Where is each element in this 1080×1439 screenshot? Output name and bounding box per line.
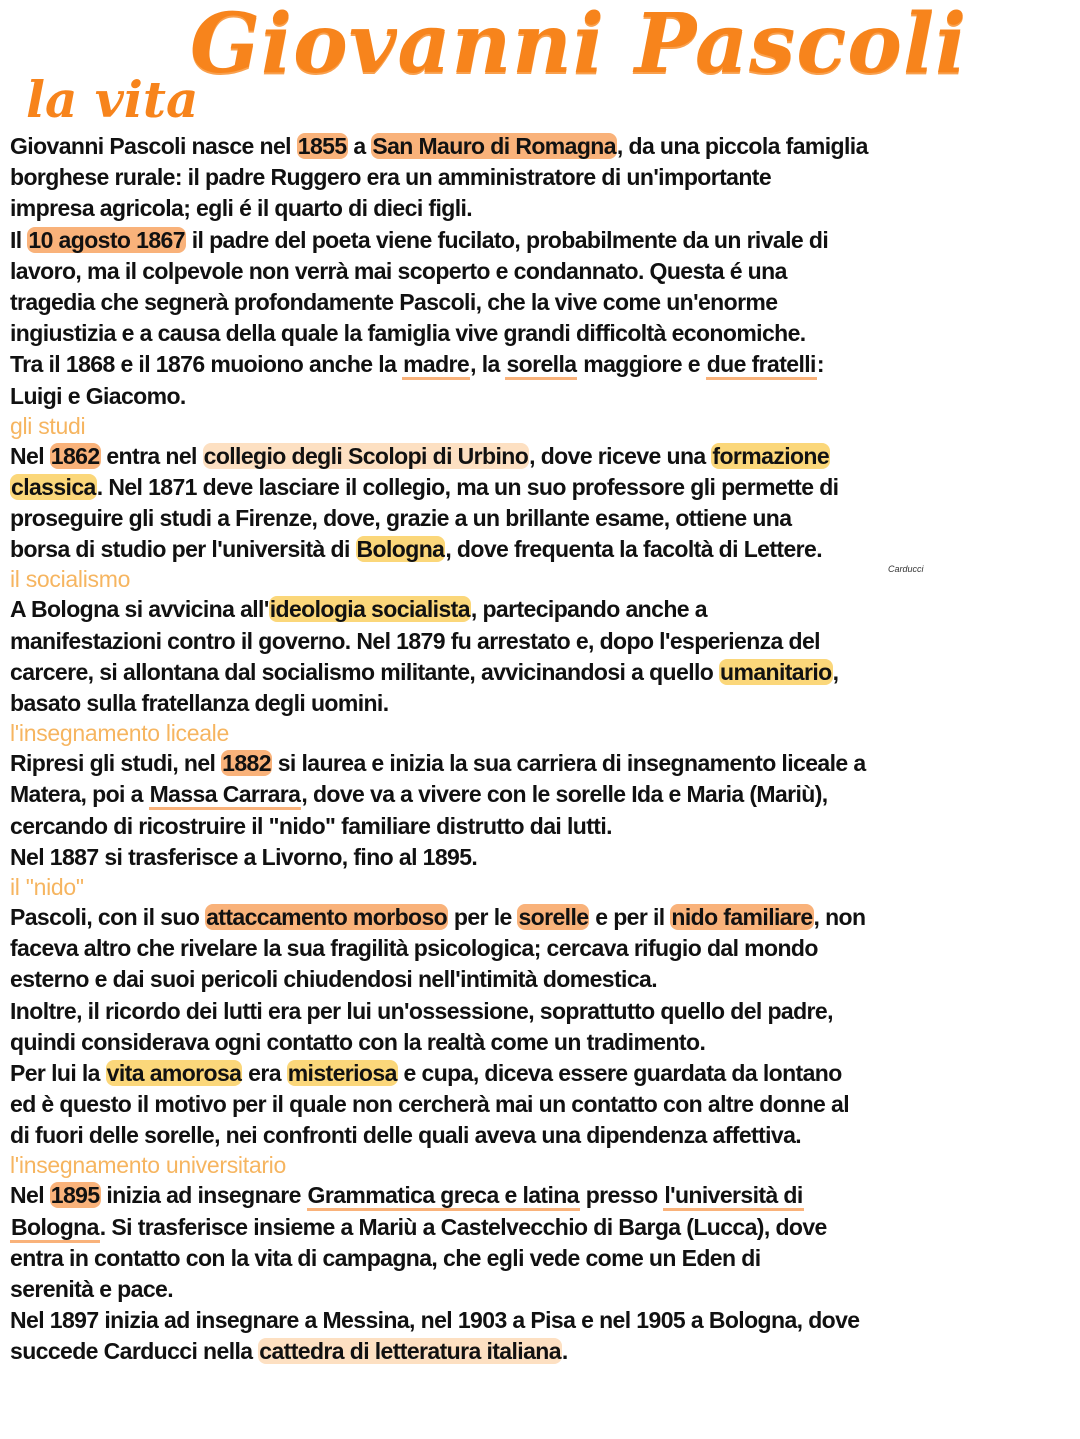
text: faceva altro che rivelare la sua fragilità psicologica; cercava rifugio dal mondo [10,935,818,962]
text-line [10,225,1078,256]
highlighted-text: 1882 [222,750,271,777]
text: : [816,351,824,378]
text: entra nel [100,442,203,469]
text: borsa di studio per l'università di [10,536,356,563]
highlighted-text: collegio degli Scolopi di Urbino [203,442,529,469]
text-line [10,1274,1078,1305]
text: Per lui la [10,1059,106,1086]
text: inizia ad insegnare [100,1182,307,1209]
text-line [10,1243,1078,1274]
highlighted-text: misteriosa [287,1059,397,1086]
text-line [10,688,1078,719]
section-heading: gli studi [10,412,86,439]
text: Tra il 1868 e il 1876 muoiono anche la [10,351,403,378]
text: serenità e pace. [10,1276,174,1302]
text-line [10,657,1078,688]
text: tragedia che segnerà profondamente Pascoli, che la vive come un'enorme [10,288,778,315]
text: , la [470,351,506,378]
text-line [10,441,1078,472]
text-line [10,933,1078,964]
notes-body [10,131,1078,1368]
text: lavoro, ma il colpevole non verrà mai scoperto e condannato. Questa é una [10,257,787,284]
text: Giovanni Pascoli nasce nel [10,133,297,159]
highlighted-text: 1862 [50,442,100,469]
section-title-la-vita: la vita [26,70,199,129]
text: , dove riceve una [529,442,712,469]
highlighted-text: attaccamento morboso [206,903,448,930]
text: , [832,658,839,685]
text-line [10,902,1078,933]
highlighted-text: 10 agosto 1867 [28,226,185,253]
text: di fuori delle sorelle, nei confronti delle quali aveva una dipendenza affettiva. [10,1122,802,1149]
text-line [10,349,1078,380]
text-line [10,131,1078,162]
highlighted-text: umanitario [720,658,832,685]
text: ed è questo il motivo per il quale non cercherà mai un contatto con altre donne al [10,1091,850,1118]
text: e per il [589,903,671,930]
highlighted-text: San Mauro di Romagna [372,133,616,159]
text: Il [10,226,28,253]
highlighted-text: Bologna [356,536,445,563]
text: maggiore e [577,351,706,378]
section-heading: il "nido" [10,873,84,900]
text-line [10,964,1078,995]
text: era [242,1059,287,1086]
text: . [561,1338,568,1365]
text: Matera, poi a [10,781,149,808]
text-line [10,381,1078,412]
section-heading: l'insegnamento liceale [10,720,229,747]
text: Ripresi gli studi, nel [10,750,222,777]
text-line [10,503,1078,534]
section [10,565,1078,719]
underlined-text: due fratelli [706,351,817,380]
highlighted-text: formazione [712,442,830,469]
underlined-text: Grammatica greca e latina [307,1182,580,1211]
section [10,719,1078,873]
highlighted-text: 1895 [50,1182,100,1209]
text-line [10,534,1078,565]
text-line [10,1180,1078,1211]
text-line [10,287,1078,318]
text: presso [579,1182,664,1209]
text: esterno e dai suoi pericoli chiudendosi nell'intimità domestica. [10,966,657,993]
underlined-text: madre [402,351,470,380]
text-line [10,256,1078,287]
underlined-text: sorella [505,351,577,380]
text: Luigi e Giacomo. [10,382,186,409]
text-line [10,1027,1078,1058]
text-line [10,626,1078,657]
text: si laurea e inizia la sua carriera di insegnamento liceale a [271,750,866,777]
text: A Bologna si avvicina all' [10,596,269,623]
text: Inoltre, il ricordo dei lutti era per lui un'ossessione, soprattutto quello del padre, [10,997,833,1024]
text: Nel 1897 inizia ad insegnare a Messina, nel 1903 a Pisa e nel 1905 a Bologna, dove [10,1307,860,1334]
text-line [10,193,1078,224]
underlined-text: Bologna [10,1214,100,1243]
text-line [10,1212,1078,1243]
text: , dove va a vivere con le sorelle Ida e Maria (Mariù), [301,781,828,808]
highlighted-text: sorelle [518,903,589,930]
text-line [10,1336,1078,1367]
text: Pascoli, con il suo [10,903,206,930]
text: borghese rurale: il padre Ruggero era un amministratore di un'importante [10,164,772,191]
text-line [10,779,1078,810]
text: cercando di ricostruire il "nido" familiare distrutto dai lutti. [10,812,612,839]
text-line [10,162,1078,193]
text: Nel [10,1182,50,1209]
text-line [10,594,1078,625]
highlighted-text: ideologia socialista [269,596,470,623]
text-line [10,318,1078,349]
text-line [10,1120,1078,1151]
section [10,1151,1078,1367]
margin-note: Carducci [888,564,924,574]
text-line [10,472,1078,503]
text: , non [813,903,866,930]
section-heading: l'insegnamento universitario [10,1152,286,1179]
text: , dove frequenta la facoltà di Lettere. [445,536,822,563]
text: Nel 1887 si trasferisce a Livorno, fino al 1895. [10,843,478,870]
text: . Si trasferisce insieme a Mariù a Castelvecchio di Barga (Lucca), dove [99,1213,827,1240]
highlighted-text: 1855 [297,133,347,159]
text: il padre del poeta viene fucilato, probabilmente da un rivale di [185,226,829,253]
highlighted-text: vita amorosa [106,1059,242,1086]
section [10,131,1078,412]
text: manifestazioni contro il governo. Nel 1879 fu arrestato e, dopo l'esperienza del [10,627,820,654]
text: per le [448,903,518,930]
text-line [10,1089,1078,1120]
highlighted-text: cattedra di letteratura italiana [259,1338,561,1365]
text-line [10,748,1078,779]
text: entra in contatto con la vita di campagna, che egli vede come un Eden di [10,1244,761,1271]
highlighted-text: nido familiare [671,903,813,930]
text-line [10,1058,1078,1089]
page-title: Giovanni Pascoli [190,0,968,92]
text: Nel [10,442,50,469]
text: impresa agricola; egli é il quarto di dieci figli. [10,195,473,222]
section-heading: il socialismo [10,566,131,593]
underlined-text: Massa Carrara [149,781,302,810]
text-line [10,811,1078,842]
text-line [10,842,1078,873]
text: e cupa, diceva essere guardata da lontano [397,1059,842,1086]
text: proseguire gli studi a Firenze, dove, grazie a un brillante esame, ottiene una [10,505,792,532]
text-line [10,1305,1078,1336]
text-line [10,996,1078,1027]
section [10,412,1078,566]
text: . Nel 1871 deve lasciare il collegio, ma un suo professore gli permette di [96,473,839,500]
underlined-text: l'università di [663,1182,803,1211]
text: , partecipando anche a [470,596,707,623]
section [10,873,1078,1152]
text: carcere, si allontana dal socialismo militante, avvicinandosi a quello [10,658,720,685]
highlighted-text: classica [11,473,96,500]
text: a [347,133,372,159]
text: succede Carducci nella [10,1338,259,1365]
text: basato sulla fratellanza degli uomini. [10,690,389,716]
text: , da una piccola famiglia [616,133,868,159]
text: ingiustizia e a causa della quale la famiglia vive grandi difficoltà economiche. [10,320,806,347]
text: quindi considerava ogni contatto con la realtà come un tradimento. [10,1028,706,1055]
